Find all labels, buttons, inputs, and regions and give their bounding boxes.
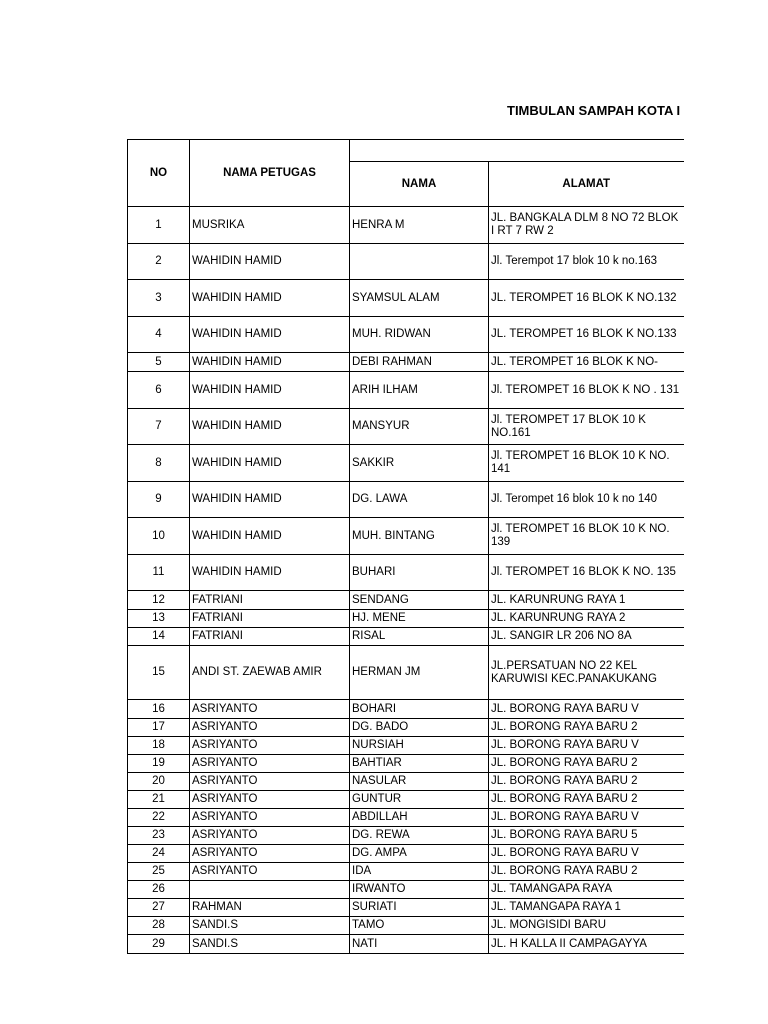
header-alamat: ALAMAT bbox=[489, 162, 684, 207]
table-row bbox=[128, 591, 684, 610]
row-no: 28 bbox=[128, 917, 190, 935]
table-row bbox=[128, 791, 684, 809]
row-nama: SAKKIR bbox=[350, 445, 489, 482]
row-nama: DG. REWA bbox=[350, 827, 489, 845]
table-row bbox=[128, 207, 684, 244]
row-alamat: JL. TAMANGAPA RAYA 1 bbox=[489, 899, 684, 917]
row-nama: NURSIAH bbox=[350, 737, 489, 755]
table-row bbox=[128, 773, 684, 791]
row-no: 1 bbox=[128, 207, 190, 244]
row-nama: DG. BADO bbox=[350, 719, 489, 737]
row-no: 27 bbox=[128, 899, 190, 917]
row-no: 6 bbox=[128, 372, 190, 409]
row-alamat: JL. BORONG RAYA BARU 2 bbox=[489, 773, 684, 791]
row-alamat: Jl. TEROMPET 16 BLOK K NO. 135 bbox=[489, 555, 684, 591]
row-nama: SENDANG bbox=[350, 591, 489, 610]
row-no: 23 bbox=[128, 827, 190, 845]
row-nama: ABDILLAH bbox=[350, 809, 489, 827]
row-petugas: ASRIYANTO bbox=[190, 755, 350, 773]
header-group-empty bbox=[350, 140, 684, 162]
row-no: 3 bbox=[128, 280, 190, 317]
row-nama: BOHARI bbox=[350, 700, 489, 719]
row-no: 12 bbox=[128, 591, 190, 610]
row-petugas bbox=[190, 881, 350, 899]
row-nama: BUHARI bbox=[350, 555, 489, 591]
row-no: 11 bbox=[128, 555, 190, 591]
row-no: 24 bbox=[128, 845, 190, 863]
row-nama: BAHTIAR bbox=[350, 755, 489, 773]
row-petugas: SANDI.S bbox=[190, 917, 350, 935]
row-petugas: ASRIYANTO bbox=[190, 845, 350, 863]
row-petugas: ASRIYANTO bbox=[190, 719, 350, 737]
row-alamat: Jl. Terempot 17 blok 10 k no.163 bbox=[489, 244, 684, 280]
row-alamat: JL. BORONG RAYA BARU 5 bbox=[489, 827, 684, 845]
row-petugas: WAHIDIN HAMID bbox=[190, 555, 350, 591]
table-body bbox=[128, 207, 684, 954]
row-alamat: JL. BORONG RAYA BARU 2 bbox=[489, 791, 684, 809]
row-nama: DEBI RAHMAN bbox=[350, 353, 489, 372]
row-nama: HENRA M bbox=[350, 207, 489, 244]
row-petugas: ASRIYANTO bbox=[190, 809, 350, 827]
row-nama: IDA bbox=[350, 863, 489, 881]
waste-data-table bbox=[127, 139, 684, 954]
table-row bbox=[128, 646, 684, 700]
row-no: 13 bbox=[128, 610, 190, 628]
header-no: NO bbox=[128, 140, 190, 207]
row-petugas: ASRIYANTO bbox=[190, 863, 350, 881]
row-petugas: WAHIDIN HAMID bbox=[190, 518, 350, 555]
row-petugas: ASRIYANTO bbox=[190, 737, 350, 755]
row-no: 7 bbox=[128, 409, 190, 445]
row-alamat: JL. TAMANGAPA RAYA bbox=[489, 881, 684, 899]
row-no: 20 bbox=[128, 773, 190, 791]
header-nama-petugas: NAMA PETUGAS bbox=[190, 140, 350, 207]
row-petugas: ASRIYANTO bbox=[190, 700, 350, 719]
row-alamat: JL.PERSATUAN NO 22 KEL KARUWISI KEC.PANAKUKANG bbox=[489, 646, 684, 700]
row-no: 16 bbox=[128, 700, 190, 719]
table-row bbox=[128, 719, 684, 737]
row-nama: SURIATI bbox=[350, 899, 489, 917]
row-nama: MANSYUR bbox=[350, 409, 489, 445]
row-alamat: JL. MONGISIDI BARU bbox=[489, 917, 684, 935]
row-alamat: JL. BORONG RAYA BARU V bbox=[489, 809, 684, 827]
row-no: 19 bbox=[128, 755, 190, 773]
row-alamat: Jl. TEROMPET 16 BLOK 10 K NO. 139 bbox=[489, 518, 684, 555]
row-nama: DG. AMPA bbox=[350, 845, 489, 863]
row-petugas: WAHIDIN HAMID bbox=[190, 409, 350, 445]
row-alamat: JL. BORONG RAYA BARU V bbox=[489, 700, 684, 719]
table-row bbox=[128, 610, 684, 628]
row-nama: NASULAR bbox=[350, 773, 489, 791]
row-alamat: JL. BORONG RAYA RABU 2 bbox=[489, 863, 684, 881]
row-petugas: WAHIDIN HAMID bbox=[190, 482, 350, 518]
header-nama: NAMA bbox=[350, 162, 489, 207]
row-alamat: Jl. TEROMPET 17 BLOK 10 K NO.161 bbox=[489, 409, 684, 445]
row-alamat: JL. BORONG RAYA BARU 2 bbox=[489, 719, 684, 737]
table-row bbox=[128, 917, 684, 935]
row-petugas: FATRIANI bbox=[190, 591, 350, 610]
row-alamat: JL. BORONG RAYA BARU V bbox=[489, 737, 684, 755]
row-alamat: Jl. TEROMPET 16 BLOK K NO . 131 bbox=[489, 372, 684, 409]
row-no: 21 bbox=[128, 791, 190, 809]
row-no: 5 bbox=[128, 353, 190, 372]
row-no: 9 bbox=[128, 482, 190, 518]
row-nama: HERMAN JM bbox=[350, 646, 489, 700]
row-nama: GUNTUR bbox=[350, 791, 489, 809]
row-petugas: ANDI ST. ZAEWAB AMIR bbox=[190, 646, 350, 700]
row-petugas: ASRIYANTO bbox=[190, 827, 350, 845]
row-no: 10 bbox=[128, 518, 190, 555]
row-petugas: ASRIYANTO bbox=[190, 791, 350, 809]
row-petugas: FATRIANI bbox=[190, 628, 350, 646]
table-row bbox=[128, 482, 684, 518]
row-no: 18 bbox=[128, 737, 190, 755]
table-row bbox=[128, 244, 684, 280]
row-petugas: FATRIANI bbox=[190, 610, 350, 628]
row-alamat: JL. SANGIR LR 206 NO 8A bbox=[489, 628, 684, 646]
table-row bbox=[128, 317, 684, 353]
row-alamat: JL. BORONG RAYA BARU 2 bbox=[489, 755, 684, 773]
row-petugas: WAHIDIN HAMID bbox=[190, 317, 350, 353]
table-row bbox=[128, 555, 684, 591]
row-petugas: WAHIDIN HAMID bbox=[190, 244, 350, 280]
row-petugas: MUSRIKA bbox=[190, 207, 350, 244]
row-alamat: JL. H KALLA II CAMPAGAYYA bbox=[489, 935, 684, 954]
row-petugas: WAHIDIN HAMID bbox=[190, 353, 350, 372]
row-nama: SYAMSUL ALAM bbox=[350, 280, 489, 317]
row-alamat: JL. BORONG RAYA BARU V bbox=[489, 845, 684, 863]
row-alamat: Jl. TEROMPET 16 BLOK 10 K NO. 141 bbox=[489, 445, 684, 482]
row-petugas: RAHMAN bbox=[190, 899, 350, 917]
row-alamat: JL. BANGKALA DLM 8 NO 72 BLOK I RT 7 RW 2 bbox=[489, 207, 684, 244]
row-nama: RISAL bbox=[350, 628, 489, 646]
row-nama: TAMO bbox=[350, 917, 489, 935]
row-alamat: JL. TEROMPET 16 BLOK K NO.133 bbox=[489, 317, 684, 353]
row-alamat: JL. KARUNRUNG RAYA 2 bbox=[489, 610, 684, 628]
row-petugas: WAHIDIN HAMID bbox=[190, 445, 350, 482]
row-petugas: WAHIDIN HAMID bbox=[190, 280, 350, 317]
table-row bbox=[128, 353, 684, 372]
table-row bbox=[128, 280, 684, 317]
row-no: 15 bbox=[128, 646, 190, 700]
row-no: 4 bbox=[128, 317, 190, 353]
table-row bbox=[128, 628, 684, 646]
row-no: 29 bbox=[128, 935, 190, 954]
table-row bbox=[128, 737, 684, 755]
row-petugas: ASRIYANTO bbox=[190, 773, 350, 791]
row-no: 25 bbox=[128, 863, 190, 881]
row-alamat: JL. KARUNRUNG RAYA 1 bbox=[489, 591, 684, 610]
table-row bbox=[128, 845, 684, 863]
table-row bbox=[128, 409, 684, 445]
row-nama: MUH. RIDWAN bbox=[350, 317, 489, 353]
row-alamat: JL. TEROMPET 16 BLOK K NO.132 bbox=[489, 280, 684, 317]
table-row bbox=[128, 518, 684, 555]
row-no: 14 bbox=[128, 628, 190, 646]
row-nama: IRWANTO bbox=[350, 881, 489, 899]
row-nama: DG. LAWA bbox=[350, 482, 489, 518]
table-row bbox=[128, 700, 684, 719]
table-row bbox=[128, 881, 684, 899]
table-row bbox=[128, 899, 684, 917]
table-row bbox=[128, 445, 684, 482]
row-alamat: Jl. Terompet 16 blok 10 k no 140 bbox=[489, 482, 684, 518]
table-row bbox=[128, 372, 684, 409]
table-row bbox=[128, 863, 684, 881]
row-no: 26 bbox=[128, 881, 190, 899]
row-no: 22 bbox=[128, 809, 190, 827]
row-nama bbox=[350, 244, 489, 280]
row-no: 2 bbox=[128, 244, 190, 280]
row-petugas: SANDI.S bbox=[190, 935, 350, 954]
row-petugas: WAHIDIN HAMID bbox=[190, 372, 350, 409]
row-no: 17 bbox=[128, 719, 190, 737]
row-no: 8 bbox=[128, 445, 190, 482]
row-nama: MUH. BINTANG bbox=[350, 518, 489, 555]
row-nama: NATI bbox=[350, 935, 489, 954]
table-row bbox=[128, 755, 684, 773]
document-title: TIMBULAN SAMPAH KOTA I bbox=[507, 103, 681, 118]
table-row bbox=[128, 935, 684, 954]
row-alamat: JL. TEROMPET 16 BLOK K NO- bbox=[489, 353, 684, 372]
row-nama: HJ. MENE bbox=[350, 610, 489, 628]
table-row bbox=[128, 827, 684, 845]
row-nama: ARIH ILHAM bbox=[350, 372, 489, 409]
table-row bbox=[128, 809, 684, 827]
